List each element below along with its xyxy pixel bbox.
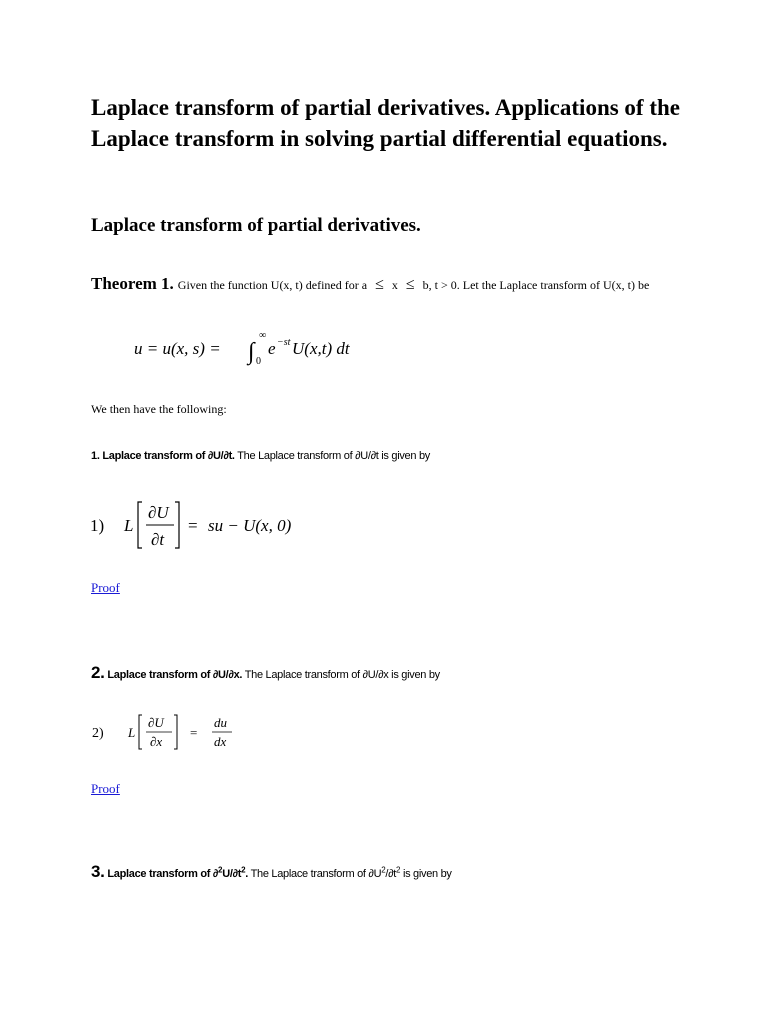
formula-2-number: 2) — [92, 726, 104, 741]
formula-2-rhs-num: du — [214, 715, 227, 730]
proof-link-1[interactable]: Proof — [91, 580, 120, 595]
theorem-label: Theorem 1. — [91, 274, 174, 293]
formula-2 — [92, 712, 252, 754]
le-symbol: ≤ — [405, 276, 415, 293]
formula-2-equals: = — [190, 725, 198, 740]
item-3-text: The Laplace transform of $\partial U^2/\partial t^2$ is given by — [250, 865, 452, 880]
item-3-heading — [91, 862, 452, 882]
item-1-title: 1. Laplace transform of ∂U/∂t. — [91, 450, 235, 462]
formula-1-operator: L — [124, 516, 134, 535]
formula-1 — [90, 498, 320, 554]
item-3-title: Laplace transform of $\partial^2U/\partial t^2$. — [107, 865, 249, 880]
theorem-text-1: Given the function U(x, t) defined for a — [177, 278, 368, 292]
item-2-heading — [91, 663, 440, 683]
formula-2-operator: L — [128, 725, 136, 740]
page-title: Laplace transform of partial derivatives. Applications of the Laplace transform in solving partial differential equations. — [91, 95, 681, 151]
item-3-number: 3. — [91, 862, 105, 881]
laplace-definition-formula — [120, 326, 400, 370]
theorem-text-2: x — [391, 278, 398, 292]
formula-1-numerator: ∂U — [148, 503, 169, 522]
theorem-text-3: b, t > 0. Let the Laplace transform of U(x, t) be — [422, 278, 650, 292]
formula-2-numerator: ∂U — [148, 715, 164, 730]
integral-sign: ∫ — [248, 339, 255, 365]
item-2-title: Laplace transform of ∂U/∂x. — [107, 669, 243, 681]
formula-1-equals: = — [188, 516, 198, 535]
intro-text: We then have the following: — [91, 402, 227, 416]
integrand-exponent: −st — [277, 337, 291, 348]
integral-lower: 0 — [256, 356, 261, 367]
formula-2-rhs-den: dx — [214, 734, 227, 749]
formula-1-rhs: su − U(x, 0) — [208, 516, 292, 535]
formula-lhs: u = u(x, s) = — [134, 339, 221, 358]
le-symbol: ≤ — [375, 276, 384, 293]
item-1-text: The Laplace transform of ∂U/∂t is given by — [237, 450, 430, 462]
proof-link-2[interactable]: Proof — [91, 781, 120, 796]
integral-upper: ∞ — [259, 330, 267, 341]
section-heading: Laplace transform of partial derivatives. — [91, 215, 421, 236]
item-2-text: The Laplace transform of ∂U/∂x is given by — [244, 669, 440, 681]
theorem-1 — [91, 274, 649, 294]
formula-1-number: 1) — [90, 516, 105, 535]
item-2-number: 2. — [91, 663, 105, 682]
item-1-heading — [91, 450, 430, 462]
formula-1-denominator: ∂t — [151, 530, 165, 549]
integrand-rest: U(x,t) dt — [292, 339, 350, 358]
formula-2-denominator: ∂x — [150, 734, 163, 749]
integrand-e: e — [268, 339, 276, 358]
